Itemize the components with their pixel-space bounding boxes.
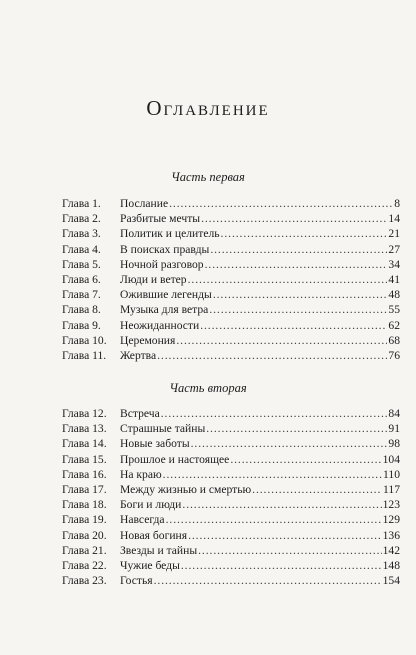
chapter-title: Церемония [120, 333, 176, 347]
chapter-title: Чужие беды [120, 558, 180, 572]
chapter-number: Глава 23. [62, 574, 107, 588]
chapter-number: Глава 5. [62, 257, 101, 271]
page-number: 117 [383, 482, 400, 496]
toc-entry [62, 528, 400, 543]
chapter-title: Послание [120, 197, 169, 210]
dot-leader [154, 573, 382, 588]
chapter-number: Глава 14. [62, 437, 107, 451]
page-number: 68 [388, 333, 400, 347]
toc-entry [62, 348, 400, 363]
page-number: 27 [388, 242, 400, 256]
chapter-number: Глава 16. [62, 467, 107, 481]
page-number: 48 [388, 288, 400, 302]
page-number: 129 [382, 513, 400, 527]
dot-leader [213, 287, 388, 302]
chapter-title: Новые заботы [120, 437, 190, 451]
chapter-number: Глава 1. [62, 197, 101, 210]
chapter-number: Глава 10. [62, 333, 107, 347]
page-number: 104 [382, 452, 400, 466]
chapter-number: Глава 6. [62, 272, 101, 286]
toc-entry [62, 272, 400, 287]
dot-leader [210, 242, 387, 257]
toc-entry [62, 558, 400, 573]
toc-entry [62, 482, 400, 497]
chapter-title: Люди и ветер [120, 272, 187, 286]
dot-leader [188, 272, 388, 287]
toc-entry [62, 226, 400, 241]
chapter-title: Навсегда [120, 513, 165, 527]
page-number: 148 [382, 558, 400, 572]
dot-leader [181, 558, 382, 573]
chapter-number: Глава 13. [62, 422, 107, 436]
page-number: 110 [383, 467, 400, 481]
chapter-title: Встреча [120, 407, 160, 420]
chapter-number: Глава 2. [62, 212, 101, 226]
chapter-title: Звезды и тайны [120, 543, 198, 557]
toc-entry [62, 406, 400, 421]
dot-leader [161, 406, 388, 421]
page-number: 98 [388, 437, 400, 451]
page-number: 136 [382, 528, 400, 542]
dot-leader [209, 302, 387, 317]
chapter-number: Глава 18. [62, 498, 107, 512]
chapter-title: Между жизнью и смертью [120, 482, 252, 496]
toc-entry [62, 421, 400, 436]
chapter-title: Гостья [120, 574, 153, 588]
chapter-title: Жертва [120, 348, 157, 362]
chapter-title: Боги и люди [120, 498, 182, 512]
page-number: 154 [382, 574, 400, 588]
page-number: 76 [388, 348, 400, 362]
chapter-title: Страшные тайны [120, 422, 206, 436]
toc-entry [62, 318, 400, 333]
chapter-title: Ночной разговор [120, 257, 204, 271]
toc-entry [62, 452, 400, 467]
page-title: Оглавление [146, 96, 270, 120]
part-heading: Часть первая [171, 170, 245, 184]
chapter-number: Глава 12. [62, 407, 107, 420]
chapter-title: В поисках правды [120, 242, 210, 256]
chapter-title: Прошлое и настоящее [120, 452, 230, 466]
dot-leader [157, 348, 387, 363]
chapter-title: Ожившие легенды [120, 288, 212, 302]
toc-entry [62, 302, 400, 317]
dot-leader [206, 421, 387, 436]
dot-leader [188, 528, 382, 543]
chapter-number: Глава 20. [62, 528, 107, 542]
toc-entry [62, 497, 400, 512]
chapter-number: Глава 22. [62, 558, 107, 572]
chapter-title: Музыка для ветра [120, 303, 209, 317]
chapter-title: Разбитые мечты [120, 212, 201, 226]
chapter-number: Глава 21. [62, 543, 107, 557]
toc-entry [62, 333, 400, 348]
toc-list [62, 196, 400, 363]
toc-entry [62, 543, 400, 558]
page-number: 55 [388, 303, 400, 317]
page-number: 41 [388, 272, 400, 286]
dot-leader [200, 318, 387, 333]
dot-leader [205, 257, 388, 272]
dot-leader [163, 467, 382, 482]
chapter-number: Глава 4. [62, 242, 101, 256]
page-number: 84 [388, 407, 400, 420]
dot-leader [169, 196, 393, 211]
part-heading: Часть вторая [169, 381, 247, 395]
page-number: 123 [382, 498, 400, 512]
page-number: 21 [388, 227, 400, 241]
toc-entry [62, 512, 400, 527]
toc-entry [62, 242, 400, 257]
chapter-number: Глава 19. [62, 513, 107, 527]
dot-leader [166, 512, 382, 527]
dot-leader [252, 482, 382, 497]
dot-leader [191, 436, 388, 451]
page-number: 91 [388, 422, 400, 436]
toc-entry [62, 257, 400, 272]
dot-leader [182, 497, 381, 512]
toc-entry [62, 211, 400, 226]
chapter-title: Новая богиня [120, 528, 188, 542]
page-number: 142 [382, 543, 400, 557]
toc-entry [62, 287, 400, 302]
chapter-number: Глава 17. [62, 482, 107, 496]
toc-entry [62, 436, 400, 451]
dot-leader [230, 452, 381, 467]
dot-leader [176, 333, 387, 348]
chapter-title: Неожиданности [120, 318, 200, 332]
dot-leader [201, 211, 387, 226]
chapter-number: Глава 3. [62, 227, 101, 241]
chapter-number: Глава 7. [62, 288, 101, 302]
chapter-number: Глава 11. [62, 348, 107, 362]
dot-leader [198, 543, 381, 558]
page-number: 62 [388, 318, 400, 332]
chapter-number: Глава 15. [62, 452, 107, 466]
dot-leader [221, 226, 388, 241]
chapter-title: Политик и целитель [120, 227, 220, 241]
toc-entry [62, 196, 400, 211]
chapter-number: Глава 9. [62, 318, 101, 332]
page-number: 14 [388, 212, 400, 226]
toc-entry [62, 467, 400, 482]
toc-list [62, 406, 400, 588]
page-number: 8 [394, 197, 400, 210]
chapter-number: Глава 8. [62, 303, 101, 317]
toc-entry [62, 573, 400, 588]
page-number: 34 [388, 257, 400, 271]
chapter-title: На краю [120, 467, 162, 481]
